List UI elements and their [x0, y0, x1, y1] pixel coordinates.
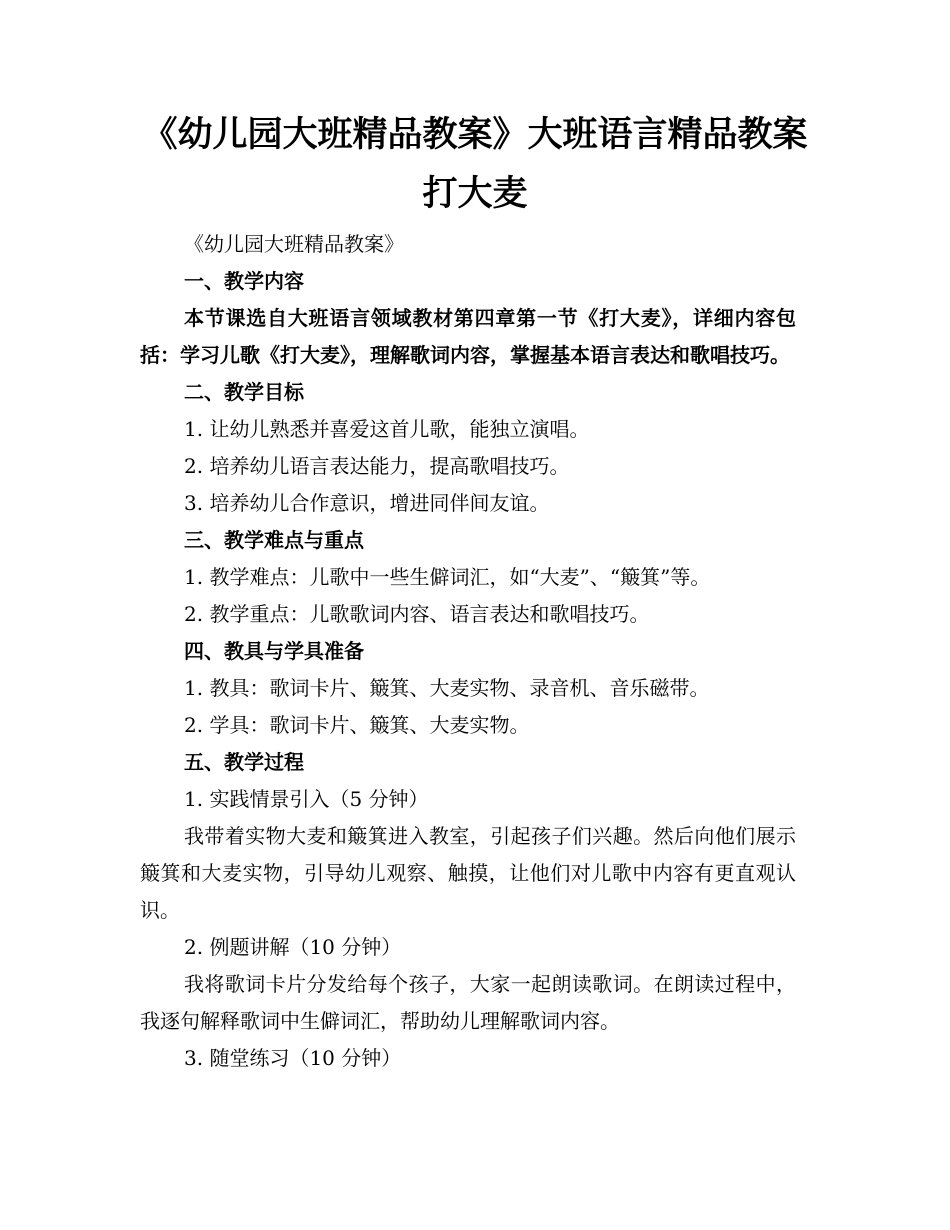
list-item: 2. 教学重点：儿歌歌词内容、语言表达和歌唱技巧。: [184, 602, 650, 626]
section-heading: 五、教学过程: [184, 750, 304, 774]
section-heading: 三、教学难点与重点: [184, 528, 364, 552]
document-title: 《幼儿园大班精品教案》大班语言精品教案: [142, 114, 808, 155]
step-heading: 2. 例题讲解（10 分钟）: [184, 935, 402, 959]
section-heading: 二、教学目标: [184, 380, 304, 404]
section-heading: 一、教学内容: [184, 269, 304, 293]
document-body: [140, 226, 796, 1077]
section-heading: 四、教具与学具准备: [184, 639, 364, 663]
paragraph: 我将歌词卡片分发给每个孩子，大家一起朗读歌词。在朗读过程中，我逐句解释歌词中生僻词汇，帮助幼儿理解歌词内容。: [140, 972, 796, 1033]
subtitle: 《幼儿园大班精品教案》: [184, 232, 404, 256]
list-item: 1. 教具：歌词卡片、簸箕、大麦实物、录音机、音乐磁带。: [184, 676, 710, 700]
list-item: 2. 培养幼儿语言表达能力，提高歌唱技巧。: [184, 454, 570, 478]
paragraph: 本节课选自大班语言领域教材第四章第一节《打大麦》，详细内容包括：学习儿歌《打大麦》，理解歌词内容，掌握基本语言表达和歌唱技巧。: [140, 306, 796, 367]
document-title-line2: 打大麦: [422, 173, 528, 214]
paragraph: 我带着实物大麦和簸箕进入教室，引起孩子们兴趣。然后向他们展示簸箕和大麦实物，引导幼儿观察、触摸，让他们对儿歌中内容有更直观认识。: [140, 824, 796, 922]
list-item: 2. 学具：歌词卡片、簸箕、大麦实物。: [184, 713, 530, 737]
list-item: 3. 培养幼儿合作意识，增进同伴间友谊。: [184, 491, 550, 515]
step-heading: 1. 实践情景引入（5 分钟）: [184, 787, 429, 811]
step-heading: 3. 随堂练习（10 分钟）: [184, 1046, 402, 1070]
list-item: 1. 让幼儿熟悉并喜爱这首儿歌，能独立演唱。: [184, 417, 590, 441]
list-item: 1. 教学难点：儿歌中一些生僻词汇，如“大麦”、“簸箕”等。: [184, 565, 711, 589]
